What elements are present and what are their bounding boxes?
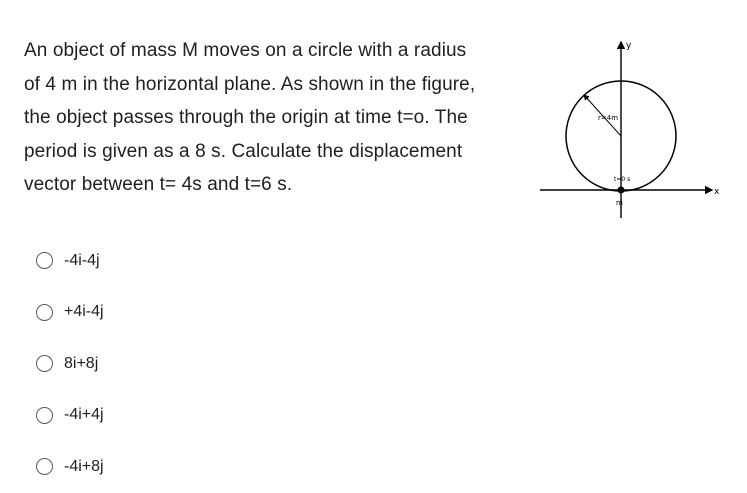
radio-button[interactable]	[36, 458, 53, 475]
question-line: of 4 m in the horizontal plane. As shown in the figure,	[24, 73, 476, 95]
question-line: period is given as a 8 s. Calculate the displacement	[24, 140, 463, 162]
question-line: vector between t= 4s and t=6 s.	[24, 174, 293, 195]
time-label: t=0 s	[614, 176, 631, 183]
radio-button[interactable]	[36, 252, 53, 269]
option-label: 8i+8j	[64, 354, 99, 372]
option-label: -4i+8j	[64, 457, 104, 475]
radio-button[interactable]	[36, 355, 53, 372]
object-dot	[618, 187, 625, 194]
question-text	[24, 34, 554, 202]
answer-option[interactable]	[36, 235, 104, 287]
radio-button[interactable]	[36, 407, 53, 424]
option-label: -4i+4j	[64, 406, 104, 424]
option-label: -4i-4j	[64, 251, 100, 269]
mass-label: m	[616, 199, 623, 207]
y-axis-label: y	[626, 41, 632, 51]
answer-option[interactable]	[36, 287, 104, 339]
option-label: +4i-4j	[64, 303, 104, 321]
radius-label: r=4m	[598, 114, 619, 122]
x-axis-label: x	[714, 187, 720, 197]
answer-option[interactable]	[36, 390, 104, 442]
question-line: the object passes through the origin at time t=o. The	[24, 107, 468, 128]
question-line: An object of mass M moves on a circle with a radius	[24, 40, 467, 61]
answer-options	[36, 235, 104, 493]
radio-button[interactable]	[36, 304, 53, 321]
answer-option[interactable]	[36, 338, 104, 390]
answer-option[interactable]	[36, 441, 104, 493]
circle-motion-figure	[540, 28, 740, 218]
